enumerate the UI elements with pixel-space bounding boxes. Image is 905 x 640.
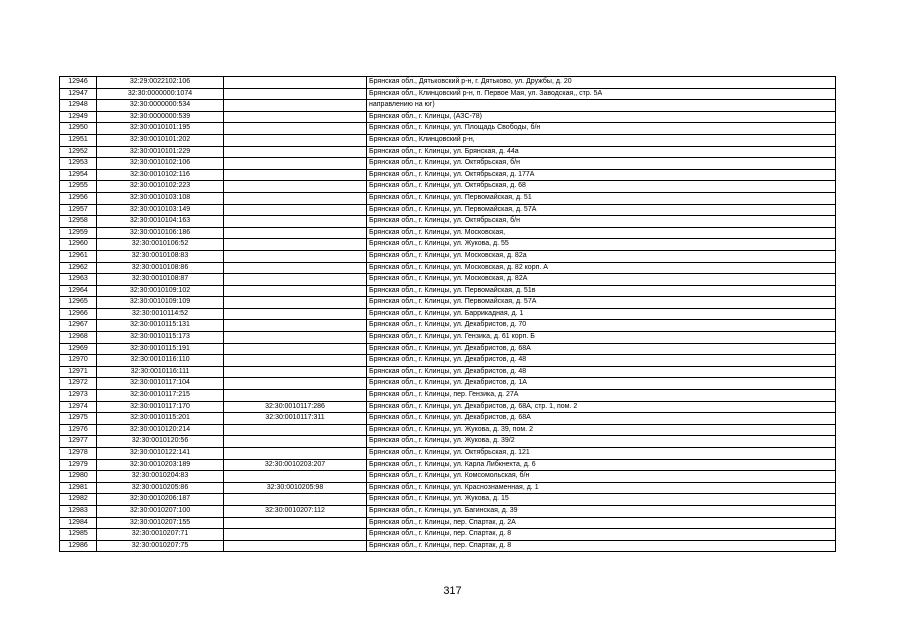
address: Брянская обл., г. Клинцы, ул. Московская, xyxy=(367,227,836,239)
related-cadastral-number xyxy=(224,227,367,239)
cadastral-number: 32:30:0010114:52 xyxy=(97,308,224,320)
table-row xyxy=(60,343,836,355)
table-row xyxy=(60,216,836,228)
cadastral-number: 32:30:0010109:109 xyxy=(97,297,224,309)
record-number: 12985 xyxy=(60,529,97,541)
cadastral-number: 32:30:0010207:100 xyxy=(97,505,224,517)
cadastral-number: 32:30:0010101:202 xyxy=(97,134,224,146)
table-row xyxy=(60,378,836,390)
table-row xyxy=(60,250,836,262)
related-cadastral-number xyxy=(224,436,367,448)
related-cadastral-number xyxy=(224,146,367,158)
cadastral-number: 32:30:0010106:52 xyxy=(97,239,224,251)
table-row xyxy=(60,320,836,332)
cadastral-number: 32:30:0010205:86 xyxy=(97,482,224,494)
address: направлению на юг) xyxy=(367,100,836,112)
table-row xyxy=(60,192,836,204)
record-number: 12981 xyxy=(60,482,97,494)
cadastral-number: 32:30:0010207:155 xyxy=(97,517,224,529)
cadastral-number: 32:30:0010101:229 xyxy=(97,146,224,158)
related-cadastral-number xyxy=(224,297,367,309)
record-number: 12959 xyxy=(60,227,97,239)
address: Брянская обл., г. Клинцы, ул. Декабристов, д. 68А xyxy=(367,413,836,425)
table-row xyxy=(60,308,836,320)
related-cadastral-number xyxy=(224,540,367,552)
address: Брянская обл., г. Клинцы, пер. Спартак, д. 2А xyxy=(367,517,836,529)
related-cadastral-number xyxy=(224,448,367,460)
cadastral-number: 32:30:0010101:195 xyxy=(97,123,224,135)
table-row xyxy=(60,366,836,378)
address: Брянская обл., г. Клинцы, ул. Краснознаменная, д. 1 xyxy=(367,482,836,494)
table-row xyxy=(60,436,836,448)
related-cadastral-number xyxy=(224,378,367,390)
address: Брянская обл., г. Клинцы, ул. Багинская, д. 39 xyxy=(367,505,836,517)
related-cadastral-number xyxy=(224,529,367,541)
address: Брянская обл., г. Клинцы, ул. Октябрьская, д. 68 xyxy=(367,181,836,193)
table-row xyxy=(60,413,836,425)
cadastral-number: 32:30:0010102:116 xyxy=(97,169,224,181)
related-cadastral-number xyxy=(224,494,367,506)
record-number: 12955 xyxy=(60,181,97,193)
cadastral-number: 32:30:0010106:186 xyxy=(97,227,224,239)
table-row xyxy=(60,297,836,309)
address: Брянская обл., г. Клинцы, ул. Первомайская, д. 51в xyxy=(367,285,836,297)
address: Брянская обл., г. Клинцы, (АЗС-78) xyxy=(367,111,836,123)
table-row xyxy=(60,424,836,436)
related-cadastral-number xyxy=(224,424,367,436)
address: Брянская обл., г. Клинцы, ул. Жукова, д. 39, пом. 2 xyxy=(367,424,836,436)
related-cadastral-number: 32:30:0010205:98 xyxy=(224,482,367,494)
record-number: 12984 xyxy=(60,517,97,529)
record-number: 12986 xyxy=(60,540,97,552)
table-row xyxy=(60,100,836,112)
address: Брянская обл., г. Клинцы, ул. Декабристов, д. 68А, стр. 1, пом. 2 xyxy=(367,401,836,413)
table-row xyxy=(60,111,836,123)
related-cadastral-number xyxy=(224,332,367,344)
cadastral-number: 32:30:0010203:189 xyxy=(97,459,224,471)
record-number: 12946 xyxy=(60,77,97,89)
address: Брянская обл., г. Клинцы, ул. Первомайская, д. 51 xyxy=(367,192,836,204)
record-number: 12952 xyxy=(60,146,97,158)
related-cadastral-number xyxy=(224,262,367,274)
address: Брянская обл., г. Клинцы, ул. Жукова, д. 55 xyxy=(367,239,836,251)
records-table xyxy=(59,76,836,552)
cadastral-number: 32:30:0010103:108 xyxy=(97,192,224,204)
related-cadastral-number xyxy=(224,355,367,367)
cadastral-number: 32:30:0010204:83 xyxy=(97,471,224,483)
record-number: 12969 xyxy=(60,343,97,355)
address: Брянская обл., г. Клинцы, ул. Декабристов, д. 48 xyxy=(367,355,836,367)
table-row xyxy=(60,482,836,494)
table-row xyxy=(60,274,836,286)
record-number: 12962 xyxy=(60,262,97,274)
record-number: 12963 xyxy=(60,274,97,286)
cadastral-number: 32:30:0010122:141 xyxy=(97,448,224,460)
record-number: 12950 xyxy=(60,123,97,135)
cadastral-number: 32:30:0000000:539 xyxy=(97,111,224,123)
record-number: 12954 xyxy=(60,169,97,181)
table-row xyxy=(60,390,836,402)
related-cadastral-number xyxy=(224,285,367,297)
related-cadastral-number xyxy=(224,471,367,483)
record-number: 12966 xyxy=(60,308,97,320)
address: Брянская обл., г. Клинцы, пер. Спартак, д. 8 xyxy=(367,540,836,552)
related-cadastral-number xyxy=(224,366,367,378)
table-row xyxy=(60,204,836,216)
address: Брянская обл., г. Клинцы, ул. Баррикадная, д. 1 xyxy=(367,308,836,320)
address: Брянская обл., Клинцовский р-н, xyxy=(367,134,836,146)
record-number: 12975 xyxy=(60,413,97,425)
table-row xyxy=(60,123,836,135)
related-cadastral-number xyxy=(224,517,367,529)
related-cadastral-number xyxy=(224,192,367,204)
address: Брянская обл., г. Клинцы, пер. Гензика, д. 27А xyxy=(367,390,836,402)
record-number: 12973 xyxy=(60,390,97,402)
cadastral-number: 32:30:0010102:223 xyxy=(97,181,224,193)
table-row xyxy=(60,401,836,413)
cadastral-number: 32:30:0010115:191 xyxy=(97,343,224,355)
related-cadastral-number xyxy=(224,204,367,216)
record-number: 12947 xyxy=(60,88,97,100)
record-number: 12976 xyxy=(60,424,97,436)
record-number: 12957 xyxy=(60,204,97,216)
records-body xyxy=(60,77,836,552)
related-cadastral-number: 32:30:0010117:286 xyxy=(224,401,367,413)
related-cadastral-number xyxy=(224,111,367,123)
record-number: 12974 xyxy=(60,401,97,413)
related-cadastral-number xyxy=(224,320,367,332)
address: Брянская обл., Клинцовский р-н, п. Первое Мая, ул. Заводская,, стр. 5А xyxy=(367,88,836,100)
cadastral-number: 32:30:0010117:104 xyxy=(97,378,224,390)
related-cadastral-number xyxy=(224,216,367,228)
record-number: 12961 xyxy=(60,250,97,262)
address: Брянская обл., г. Клинцы, ул. Первомайская, д. 57А xyxy=(367,297,836,309)
related-cadastral-number xyxy=(224,390,367,402)
related-cadastral-number xyxy=(224,123,367,135)
related-cadastral-number xyxy=(224,274,367,286)
related-cadastral-number: 32:30:0010117:311 xyxy=(224,413,367,425)
record-number: 12980 xyxy=(60,471,97,483)
page-number: 317 xyxy=(443,585,462,597)
record-number: 12949 xyxy=(60,111,97,123)
related-cadastral-number: 32:30:0010207:112 xyxy=(224,505,367,517)
record-number: 12964 xyxy=(60,285,97,297)
record-number: 12978 xyxy=(60,448,97,460)
address: Брянская обл., г. Клинцы, ул. Карла Либкнехта, д. 6 xyxy=(367,459,836,471)
address: Брянская обл., г. Клинцы, ул. Декабристов, д. 1А xyxy=(367,378,836,390)
table-row xyxy=(60,494,836,506)
table-row xyxy=(60,540,836,552)
record-number: 12948 xyxy=(60,100,97,112)
address: Брянская обл., г. Клинцы, ул. Жукова, д. 15 xyxy=(367,494,836,506)
record-number: 12970 xyxy=(60,355,97,367)
address: Брянская обл., г. Клинцы, ул. Гензика, д. 61 корп. Б xyxy=(367,332,836,344)
address: Брянская обл., г. Клинцы, ул. Комсомольская, б/н xyxy=(367,471,836,483)
address: Брянская обл., г. Клинцы, ул. Жукова, д. 39/2 xyxy=(367,436,836,448)
related-cadastral-number xyxy=(224,308,367,320)
cadastral-number: 32:30:0010115:201 xyxy=(97,413,224,425)
address: Брянская обл., г. Клинцы, ул. Московская, д. 82А xyxy=(367,274,836,286)
related-cadastral-number xyxy=(224,169,367,181)
address: Брянская обл., г. Клинцы, ул. Октябрьская, д. 177А xyxy=(367,169,836,181)
related-cadastral-number xyxy=(224,134,367,146)
record-number: 12960 xyxy=(60,239,97,251)
cadastral-number: 32:30:0010116:110 xyxy=(97,355,224,367)
record-number: 12977 xyxy=(60,436,97,448)
table-row xyxy=(60,77,836,89)
address: Брянская обл., г. Клинцы, ул. Октябрьская, б/н xyxy=(367,158,836,170)
address: Брянская обл., г. Клинцы, ул. Площадь Свободы, б/н xyxy=(367,123,836,135)
cadastral-number: 32:30:0010117:215 xyxy=(97,390,224,402)
record-number: 12971 xyxy=(60,366,97,378)
cadastral-number: 32:30:0010117:170 xyxy=(97,401,224,413)
cadastral-number: 32:30:0010120:214 xyxy=(97,424,224,436)
address: Брянская обл., г. Клинцы, пер. Спартак, д. 8 xyxy=(367,529,836,541)
related-cadastral-number xyxy=(224,250,367,262)
address: Брянская обл., г. Клинцы, ул. Декабристов, д. 68А xyxy=(367,343,836,355)
related-cadastral-number: 32:30:0010203:207 xyxy=(224,459,367,471)
record-number: 12953 xyxy=(60,158,97,170)
cadastral-number: 32:30:0010116:111 xyxy=(97,366,224,378)
cadastral-number: 32:30:0000000:1074 xyxy=(97,88,224,100)
table-row xyxy=(60,169,836,181)
address: Брянская обл., г. Клинцы, ул. Московская, д. 82а xyxy=(367,250,836,262)
address: Брянская обл., Дятьковский р-н, г. Дятьково, ул. Дружбы, д. 20 xyxy=(367,77,836,89)
table-row xyxy=(60,88,836,100)
table-row xyxy=(60,517,836,529)
table-row xyxy=(60,355,836,367)
cadastral-number: 32:30:0010206:187 xyxy=(97,494,224,506)
record-number: 12982 xyxy=(60,494,97,506)
address: Брянская обл., г. Клинцы, ул. Первомайская, д. 57А xyxy=(367,204,836,216)
related-cadastral-number xyxy=(224,100,367,112)
table-row xyxy=(60,285,836,297)
table-row xyxy=(60,505,836,517)
table-row xyxy=(60,262,836,274)
record-number: 12956 xyxy=(60,192,97,204)
table-row xyxy=(60,529,836,541)
address: Брянская обл., г. Клинцы, ул. Октябрьская, д. 121 xyxy=(367,448,836,460)
cadastral-number: 32:30:0010108:83 xyxy=(97,250,224,262)
related-cadastral-number xyxy=(224,239,367,251)
related-cadastral-number xyxy=(224,88,367,100)
table-row xyxy=(60,471,836,483)
related-cadastral-number xyxy=(224,158,367,170)
record-number: 12972 xyxy=(60,378,97,390)
table-row xyxy=(60,158,836,170)
cadastral-number: 32:30:0010104:163 xyxy=(97,216,224,228)
related-cadastral-number xyxy=(224,77,367,89)
cadastral-number: 32:29:0022102:106 xyxy=(97,77,224,89)
related-cadastral-number xyxy=(224,181,367,193)
cadastral-number: 32:30:0010115:173 xyxy=(97,332,224,344)
cadastral-number: 32:30:0010109:102 xyxy=(97,285,224,297)
cadastral-number: 32:30:0000000:534 xyxy=(97,100,224,112)
address: Брянская обл., г. Клинцы, ул. Московская, д. 82 корп. А xyxy=(367,262,836,274)
cadastral-number: 32:30:0010207:71 xyxy=(97,529,224,541)
record-number: 12967 xyxy=(60,320,97,332)
address: Брянская обл., г. Клинцы, ул. Брянская, д. 44а xyxy=(367,146,836,158)
cadastral-number: 32:30:0010115:131 xyxy=(97,320,224,332)
address: Брянская обл., г. Клинцы, ул. Октябрьская, б/н xyxy=(367,216,836,228)
cadastral-number: 32:30:0010207:75 xyxy=(97,540,224,552)
record-number: 12958 xyxy=(60,216,97,228)
table-row xyxy=(60,146,836,158)
cadastral-number: 32:30:0010120:56 xyxy=(97,436,224,448)
table-row xyxy=(60,332,836,344)
address: Брянская обл., г. Клинцы, ул. Декабристов, д. 70 xyxy=(367,320,836,332)
address: Брянская обл., г. Клинцы, ул. Декабристов, д. 48 xyxy=(367,366,836,378)
table-row xyxy=(60,181,836,193)
table-row xyxy=(60,459,836,471)
record-number: 12979 xyxy=(60,459,97,471)
table-row xyxy=(60,239,836,251)
table-row xyxy=(60,227,836,239)
record-number: 12951 xyxy=(60,134,97,146)
table-row xyxy=(60,134,836,146)
cadastral-number: 32:30:0010103:149 xyxy=(97,204,224,216)
cadastral-number: 32:30:0010108:87 xyxy=(97,274,224,286)
cadastral-number: 32:30:0010108:86 xyxy=(97,262,224,274)
related-cadastral-number xyxy=(224,343,367,355)
record-number: 12965 xyxy=(60,297,97,309)
record-number: 12983 xyxy=(60,505,97,517)
table-row xyxy=(60,448,836,460)
cadastral-number: 32:30:0010102:106 xyxy=(97,158,224,170)
record-number: 12968 xyxy=(60,332,97,344)
